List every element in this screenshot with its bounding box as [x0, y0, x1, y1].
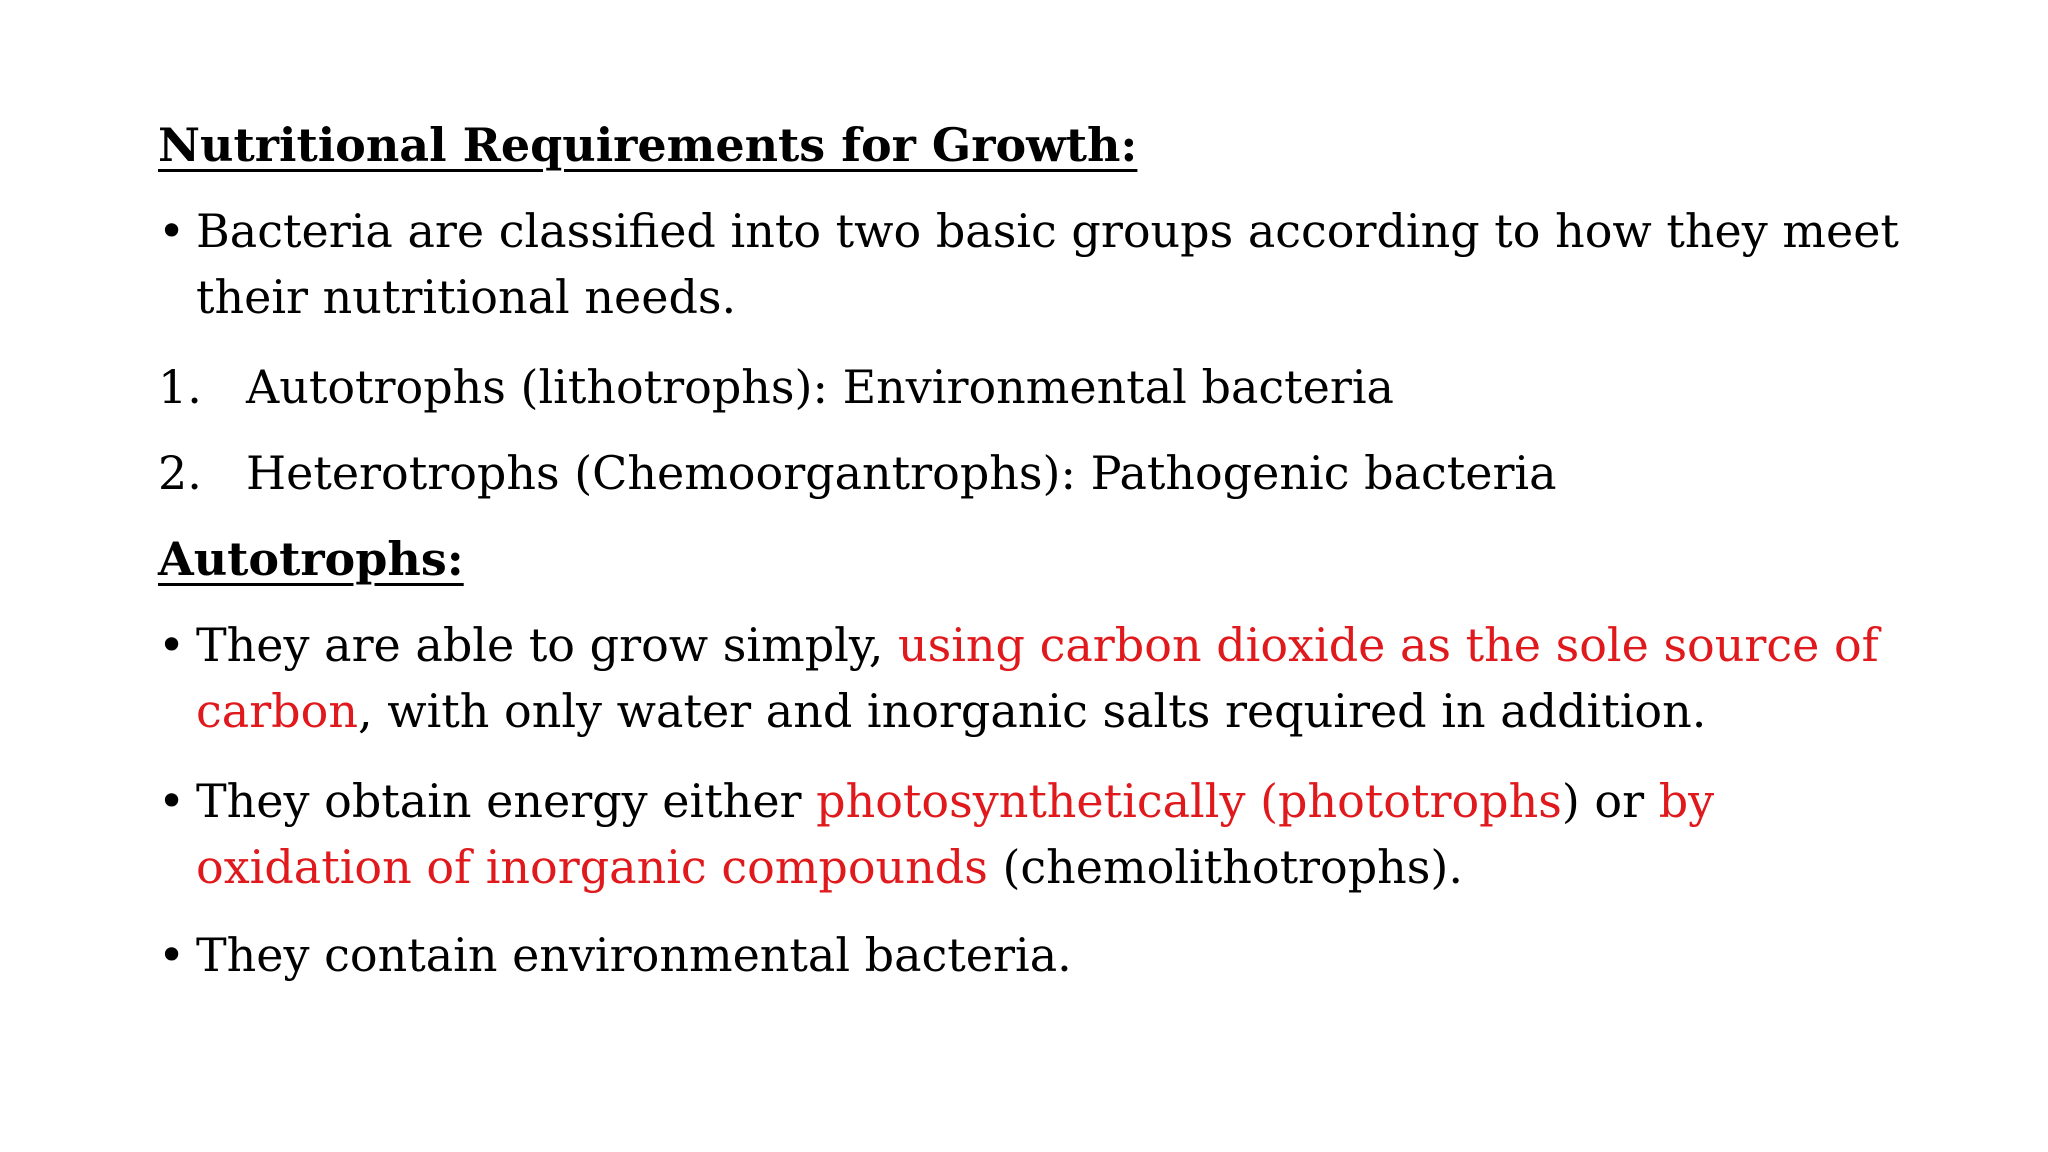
heading-autotrophs: Autotrophs: — [158, 532, 464, 586]
bullet-text — [196, 768, 1918, 900]
list-item-heterotrophs — [158, 440, 1918, 506]
bullet-carbon-dioxide — [158, 612, 1918, 744]
text-run: (chemolithotrophs). — [987, 840, 1463, 894]
bullet-intro-text: Bacteria are classified into two basic groups according to how they meet their nutritional needs. — [196, 204, 1899, 324]
bullet-text — [196, 612, 1918, 744]
text-run: They are able to grow simply, — [196, 618, 898, 672]
heading-nutritional-requirements: Nutritional Requirements for Growth: — [158, 118, 1138, 172]
bullet-marker: • — [158, 618, 186, 672]
list-item-text: Heterotrophs (Chemoorgantrophs): Pathogenic bacteria — [246, 446, 1557, 500]
bullet-marker: • — [158, 204, 186, 258]
list-number: 2. — [158, 446, 202, 500]
bullet-energy — [158, 768, 1918, 900]
list-item-text: Autotrophs (lithotrophs): Environmental bacteria — [246, 360, 1394, 414]
list-number: 1. — [158, 360, 202, 414]
highlight-run: using carbon dioxide as the sole source of carbon — [196, 618, 1879, 738]
highlight-run: by oxidation of inorganic compounds — [196, 774, 1715, 894]
text-run: They obtain energy either — [196, 774, 817, 828]
list-item-autotrophs — [158, 354, 1918, 420]
bullet-intro — [158, 198, 1918, 330]
bullet-environmental — [158, 922, 1918, 988]
highlight-run: photosynthetically (phototrophs — [816, 774, 1562, 828]
bullet-text: They contain environmental bacteria. — [196, 928, 1072, 982]
text-run: , with only water and inorganic salts required in addition. — [357, 684, 1707, 738]
bullet-marker: • — [158, 928, 186, 982]
bullet-marker: • — [158, 774, 186, 828]
text-run: ) or — [1561, 774, 1659, 828]
